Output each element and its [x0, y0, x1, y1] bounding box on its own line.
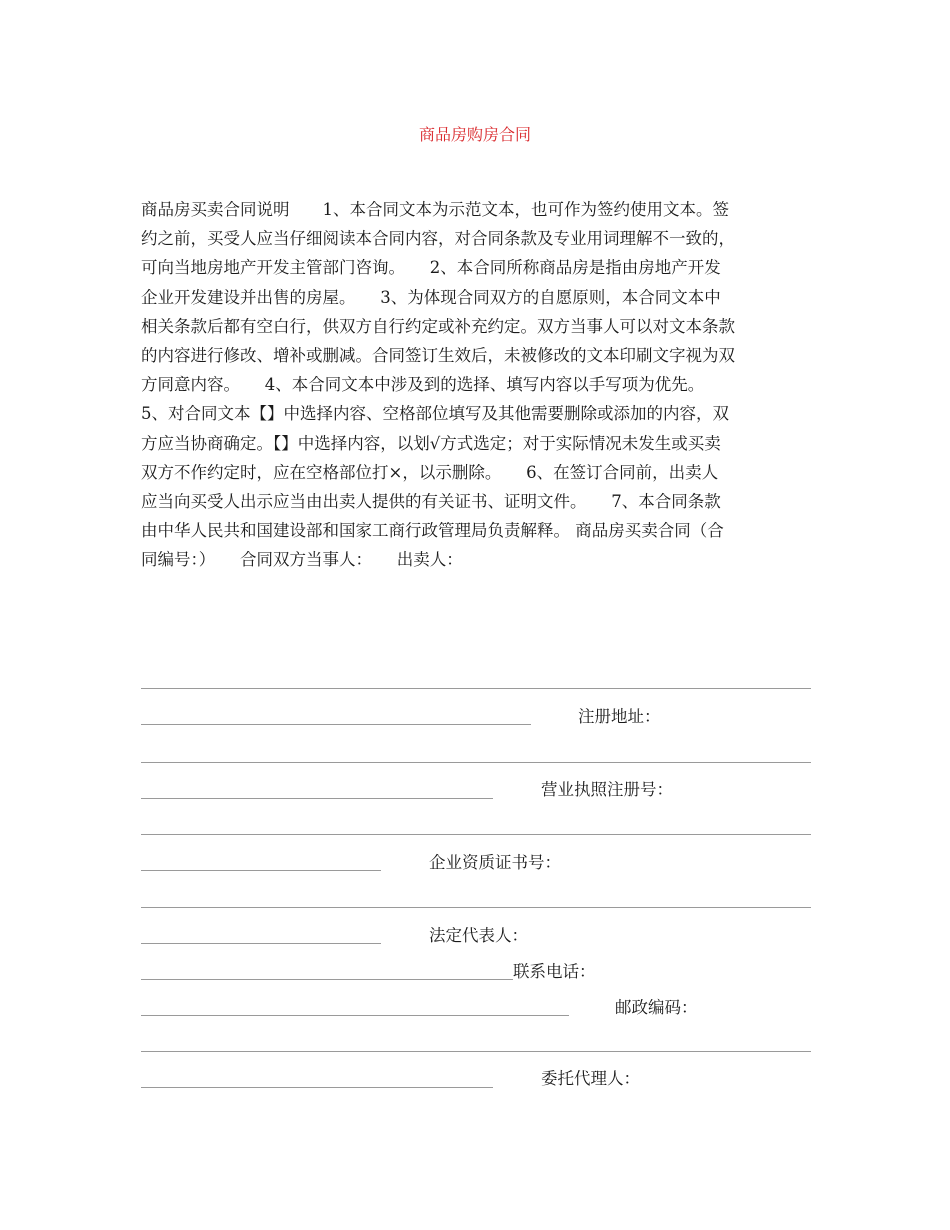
blank-line [141, 943, 381, 944]
blank-line [141, 907, 811, 908]
blank-line [141, 688, 811, 689]
text-line: 5、对合同文本【】中选择内容、空格部位填写及其他需要删除或添加的内容，双 [141, 404, 729, 424]
document-title: 商品房购房合同 [418, 125, 531, 144]
text-line: 相关条款后都有空白行，供双方自行约定或补充约定。双方当事人可以对文本条款 [141, 316, 735, 336]
text-line: 方应当协商确定。【】中选择内容，以划√方式选定；对于实际情况未发生或买卖 [141, 433, 721, 453]
text-line: 双方不作约定时，应在空格部位打×，以示删除。 6、在签订合同前，出卖人 [141, 462, 719, 482]
text-line: 商品房买卖合同说明 1、本合同文本为示范文本，也可作为签约使用文本。签 [141, 200, 729, 219]
blank-line [141, 762, 811, 763]
business-license-label: 营业执照注册号： [541, 780, 673, 799]
text-line: 由中华人民共和国建设部和国家工商行政管理局负责解释。 商品房买卖合同（合 [141, 521, 724, 541]
blank-line [141, 1087, 493, 1088]
blank-line [141, 1015, 569, 1016]
blank-line [141, 870, 381, 871]
blank-line [141, 979, 513, 980]
authorized-agent-label: 委托代理人： [541, 1069, 640, 1088]
blank-line [141, 1051, 811, 1052]
contact-phone-label: 联系电话： [513, 962, 596, 981]
text-line: 的内容进行修改、增补或删减。合同签订生效后，未被修改的文本印刷文字视为双 [141, 346, 735, 366]
text-line: 同编号：） 合同双方当事人： 出卖人： [141, 550, 463, 570]
text-line: 可向当地房地产开发主管部门咨询。 2、本合同所称商品房是指由房地产开发 [141, 258, 721, 278]
contract-instructions [141, 195, 813, 575]
text-line: 企业开发建设并出售的房屋。 3、为体现合同双方的自愿原则，本合同文本中 [141, 287, 721, 307]
blank-line [141, 834, 811, 835]
text-line: 约之前，买受人应当仔细阅读本合同内容，对合同条款及专业用词理解不一致的， [141, 229, 735, 249]
text-line: 应当向买受人出示应当由出卖人提供的有关证书、证明文件。 7、本合同条款 [141, 492, 721, 512]
legal-representative-label: 法定代表人： [429, 926, 528, 945]
postal-code-label: 邮政编码： [615, 998, 698, 1017]
text-line: 方同意内容。 4、本合同文本中涉及到的选择、填写内容以手写项为优先。 [141, 375, 705, 395]
blank-line [141, 724, 531, 725]
registered-address-label: 注册地址： [578, 707, 661, 726]
qualification-cert-label: 企业资质证书号： [429, 853, 561, 872]
blank-line [141, 798, 493, 799]
